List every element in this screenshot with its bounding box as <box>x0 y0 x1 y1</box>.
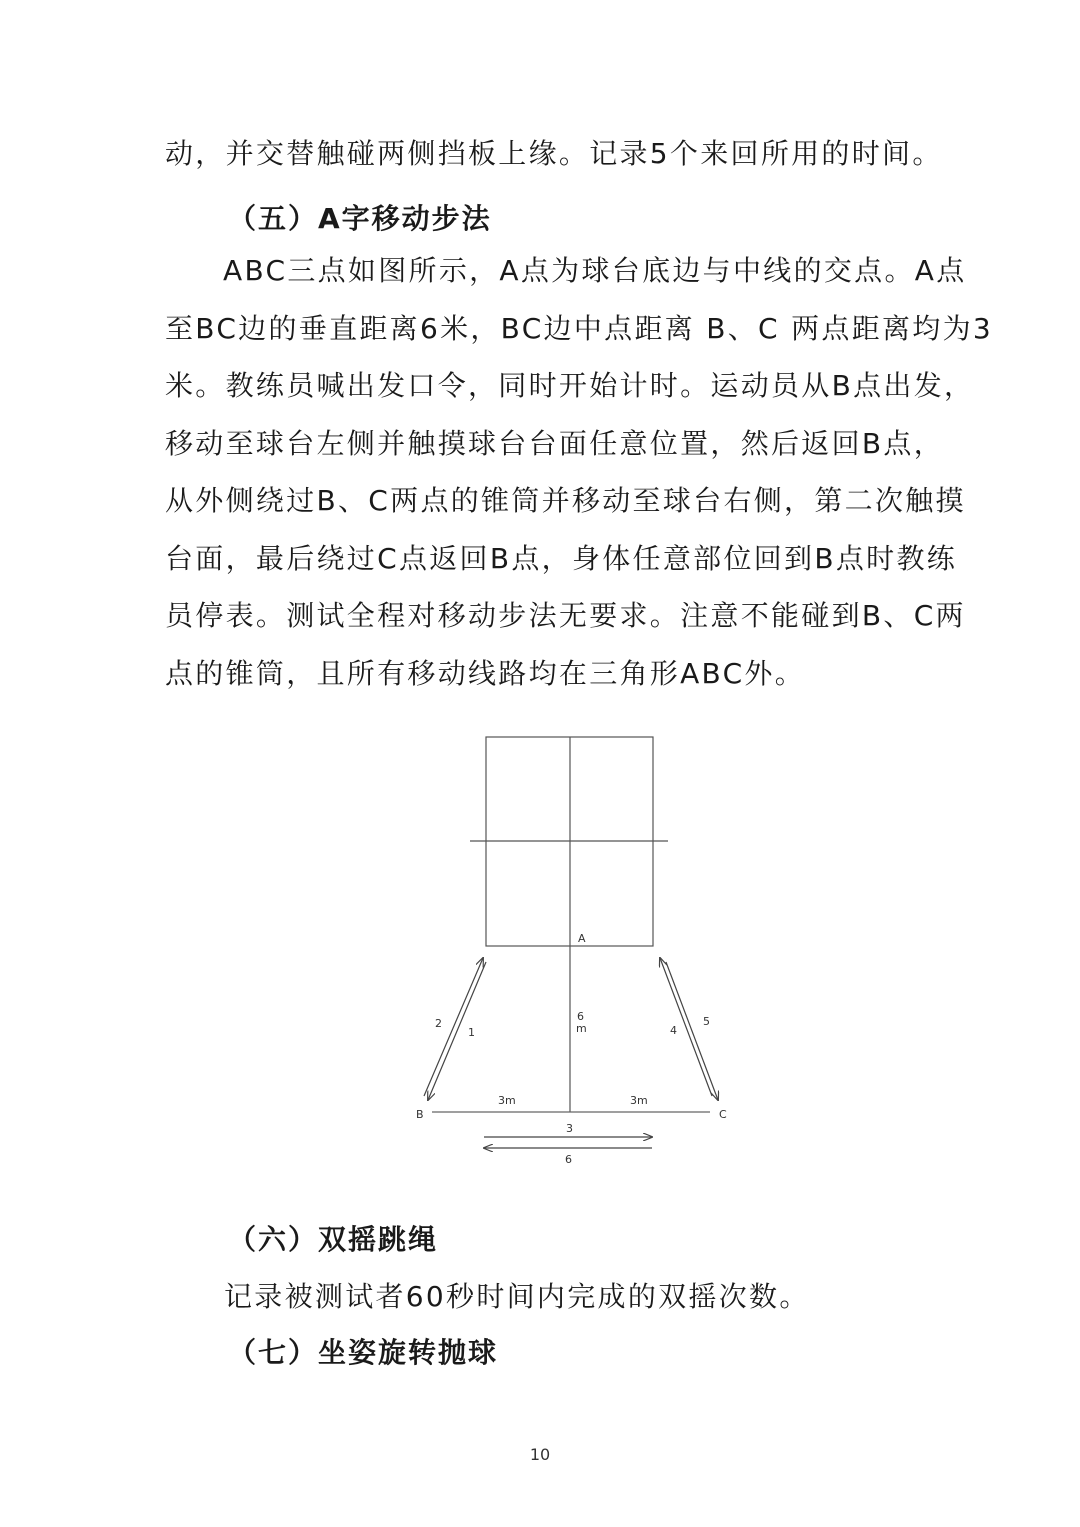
label-arrow-5: 5 <box>703 1015 710 1028</box>
arrow-2 <box>428 962 486 1100</box>
label-arrow-2: 2 <box>435 1017 442 1030</box>
paragraph-line: 员停表。测试全程对移动步法无要求。注意不能碰到B、C两 <box>165 599 966 632</box>
label-point-c: C <box>719 1108 727 1121</box>
label-point-a: A <box>578 932 586 945</box>
label-left-half: 3m <box>498 1094 516 1107</box>
a-shape-movement-diagram <box>400 725 750 1175</box>
label-arrow-3: 3 <box>566 1122 573 1135</box>
paragraph-line: 点的锥筒，且所有移动线路均在三角形ABC外。 <box>165 656 806 690</box>
label-point-b: B <box>416 1108 424 1121</box>
section5-heading: （五）A字移动步法 <box>228 202 492 235</box>
paragraph-line: ABC三点如图所示，A点为球台底边与中线的交点。A点 <box>223 254 967 287</box>
label-arrow-1: 1 <box>468 1026 475 1039</box>
section7-heading: （七）坐姿旋转抛球 <box>228 1336 499 1369</box>
paragraph-line: 至BC边的垂直距离6米，BC边中点距离 B、C 两点距离均为3 <box>165 311 994 345</box>
paragraph-line: 台面，最后绕过C点返回B点，身体任意部位回到B点时教练 <box>165 541 958 575</box>
section5-paragraph <box>165 242 994 702</box>
label-arrow-4: 4 <box>670 1024 677 1037</box>
section6-text: 记录被测试者60秒时间内完成的双摇次数。 <box>224 1280 810 1313</box>
label-right-half: 3m <box>630 1094 648 1107</box>
paragraph-line: 从外侧绕过B、C两点的锥筒并移动至球台右侧，第二次触摸 <box>165 484 966 517</box>
paragraph-line: 米。教练员喊出发口令，同时开始计时。运动员从B点出发， <box>165 369 975 402</box>
paragraph-line: 移动至球台左侧并触摸球台台面任意位置，然后返回B点， <box>165 426 945 460</box>
label-arrow-6: 6 <box>565 1153 572 1166</box>
label-vertical-distance: 6 <box>577 1010 584 1023</box>
section6-heading: （六）双摇跳绳 <box>228 1223 439 1256</box>
label-vertical-unit: m <box>576 1022 587 1035</box>
intro-line: 动，并交替触碰两侧挡板上缘。记录5个来回所用的时间。 <box>165 137 943 170</box>
page-number: 10 <box>529 1445 551 1464</box>
